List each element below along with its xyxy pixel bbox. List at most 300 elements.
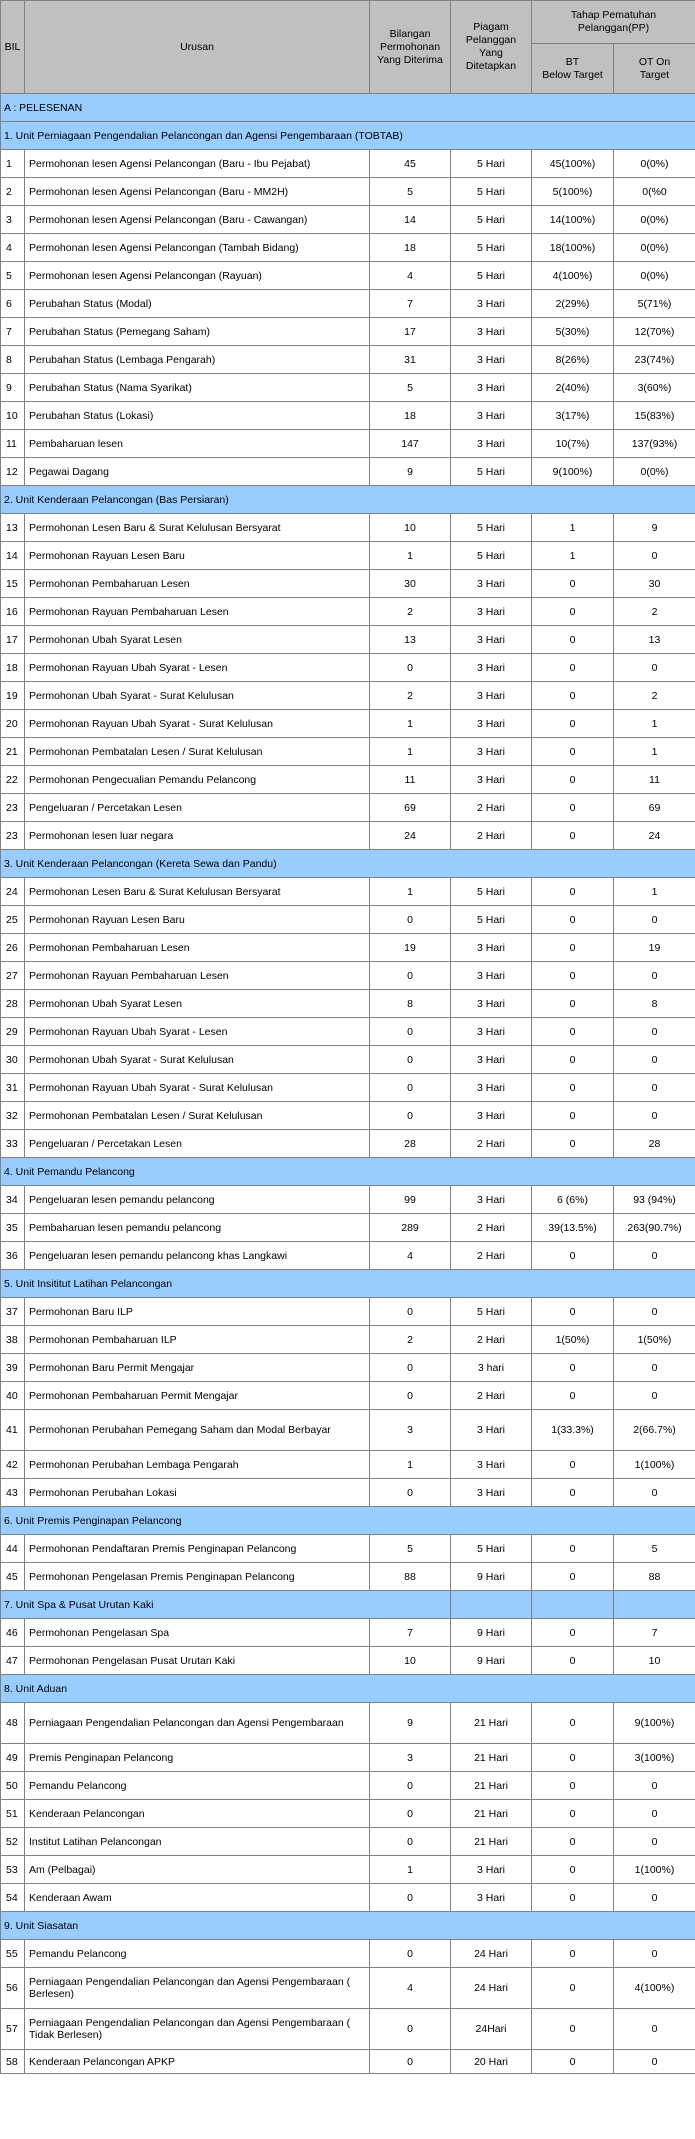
row-urusan: Permohonan Pembatalan Lesen / Surat Kelulusan (25, 1102, 370, 1130)
col-bil-header: BIL (1, 1, 25, 94)
table-row (1, 1744, 695, 1772)
row-piagam: 21 Hari (451, 1744, 532, 1772)
row-bt: 0 (532, 1800, 614, 1828)
section-empty-cell (614, 1591, 695, 1619)
row-bt: 0 (532, 1968, 614, 2009)
row-bt: 0 (532, 1479, 614, 1507)
table-row (1, 1354, 695, 1382)
row-bilangan: 0 (370, 1074, 451, 1102)
row-bt: 0 (532, 766, 614, 794)
row-ot: 0 (614, 962, 695, 990)
row-urusan: Pemandu Pelancong (25, 1940, 370, 1968)
table-row (1, 1410, 695, 1451)
row-urusan: Premis Penginapan Pelancong (25, 1744, 370, 1772)
table-row (1, 1800, 695, 1828)
row-piagam: 3 Hari (451, 1046, 532, 1074)
row-ot: 1 (614, 738, 695, 766)
row-ot: 24 (614, 822, 695, 850)
row-ot: 13 (614, 626, 695, 654)
table-row (1, 1647, 695, 1675)
row-piagam: 2 Hari (451, 1382, 532, 1410)
table-row (1, 290, 695, 318)
table-row (1, 1828, 695, 1856)
section-header-row (1, 850, 695, 878)
row-bt: 0 (532, 738, 614, 766)
row-number: 21 (1, 738, 25, 766)
bilangan-line-2: Permohonan (379, 40, 441, 53)
row-piagam: 21 Hari (451, 1828, 532, 1856)
tahap-line-1: Tahap Pematuhan (570, 9, 657, 21)
row-bilangan: 0 (370, 1800, 451, 1828)
row-ot: 0 (614, 1018, 695, 1046)
row-urusan: Pemandu Pelancong (25, 1772, 370, 1800)
row-ot: 0 (614, 1479, 695, 1507)
table-row (1, 1326, 695, 1354)
row-bt: 0 (532, 1242, 614, 1270)
row-number: 45 (1, 1563, 25, 1591)
row-number: 39 (1, 1354, 25, 1382)
section-header-row (1, 1675, 695, 1703)
row-ot: 0 (614, 1828, 695, 1856)
piagam-line-4: Ditetapkan (465, 60, 517, 72)
row-number: 5 (1, 262, 25, 290)
row-urusan: Perubahan Status (Lembaga Pengarah) (25, 346, 370, 374)
row-bt: 0 (532, 1619, 614, 1647)
row-ot: 9 (614, 514, 695, 542)
row-bilangan: 31 (370, 346, 451, 374)
row-piagam: 3 hari (451, 1354, 532, 1382)
row-bilangan: 5 (370, 374, 451, 402)
section-header-row (1, 1507, 695, 1535)
row-bt: 0 (532, 626, 614, 654)
row-bilangan: 0 (370, 654, 451, 682)
row-bilangan: 99 (370, 1186, 451, 1214)
row-urusan: Permohonan Pembaharuan Lesen (25, 934, 370, 962)
table-row (1, 1046, 695, 1074)
row-bt: 0 (532, 878, 614, 906)
row-bt: 0 (532, 1744, 614, 1772)
table-row (1, 934, 695, 962)
row-bilangan: 0 (370, 1884, 451, 1912)
row-number: 26 (1, 934, 25, 962)
table-row (1, 458, 695, 486)
row-bilangan: 9 (370, 1703, 451, 1744)
row-ot: 0 (614, 2050, 695, 2074)
row-piagam: 5 Hari (451, 178, 532, 206)
row-bt: 0 (532, 570, 614, 598)
row-urusan: Pengeluaran / Percetakan Lesen (25, 1130, 370, 1158)
row-bt: 1 (532, 542, 614, 570)
table-row (1, 1186, 695, 1214)
row-piagam: 2 Hari (451, 1214, 532, 1242)
row-ot: 0 (614, 1074, 695, 1102)
row-piagam: 3 Hari (451, 374, 532, 402)
row-number: 17 (1, 626, 25, 654)
row-bt: 1(33.3%) (532, 1410, 614, 1451)
table-row (1, 374, 695, 402)
row-number: 43 (1, 1479, 25, 1507)
row-urusan: Permohonan Rayuan Pembaharuan Lesen (25, 598, 370, 626)
row-piagam: 3 Hari (451, 1856, 532, 1884)
table-row (1, 1242, 695, 1270)
row-urusan: Permohonan Pengelasan Premis Penginapan Pelancong (25, 1563, 370, 1591)
row-ot: 1 (614, 710, 695, 738)
row-bt: 0 (532, 598, 614, 626)
row-ot: 0(%0 (614, 178, 695, 206)
row-ot: 93 (94%) (614, 1186, 695, 1214)
row-ot: 28 (614, 1130, 695, 1158)
row-piagam: 2 Hari (451, 794, 532, 822)
section-label: 3. Unit Kenderaan Pelancongan (Kereta Sewa dan Pandu) (1, 850, 695, 878)
row-urusan: Perubahan Status (Pemegang Saham) (25, 318, 370, 346)
row-ot: 0 (614, 542, 695, 570)
section-label: 4. Unit Pemandu Pelancong (1, 1158, 695, 1186)
row-piagam: 3 Hari (451, 766, 532, 794)
row-number: 49 (1, 1744, 25, 1772)
section-empty-cell (451, 1591, 532, 1619)
row-ot: 19 (614, 934, 695, 962)
table-row (1, 1479, 695, 1507)
table-row (1, 1563, 695, 1591)
row-bt: 0 (532, 710, 614, 738)
row-urusan: Permohonan Rayuan Ubah Syarat - Lesen (25, 654, 370, 682)
table-row (1, 738, 695, 766)
piagam-line-2: Pelanggan (465, 34, 517, 46)
row-piagam: 3 Hari (451, 990, 532, 1018)
row-bilangan: 4 (370, 1968, 451, 2009)
row-urusan: Perubahan Status (Lokasi) (25, 402, 370, 430)
row-bt: 0 (532, 1018, 614, 1046)
table-row (1, 1451, 695, 1479)
row-urusan: Permohonan Ubah Syarat Lesen (25, 990, 370, 1018)
row-number: 12 (1, 458, 25, 486)
row-urusan: Perniagaan Pengendalian Pelancongan dan Agensi Pengembaraan ( Berlesen) (25, 1968, 370, 2009)
row-ot: 0(0%) (614, 206, 695, 234)
row-bt: 4(100%) (532, 262, 614, 290)
row-number: 57 (1, 2009, 25, 2050)
row-urusan: Permohonan Lesen Baru & Surat Kelulusan Bersyarat (25, 514, 370, 542)
row-ot: 0 (614, 1354, 695, 1382)
row-ot: 12(70%) (614, 318, 695, 346)
section-header-row (1, 1591, 695, 1619)
row-bilangan: 0 (370, 2050, 451, 2074)
row-piagam: 20 Hari (451, 2050, 532, 2074)
row-urusan: Permohonan Pengelasan Pusat Urutan Kaki (25, 1647, 370, 1675)
table-row (1, 542, 695, 570)
row-ot: 0 (614, 1242, 695, 1270)
table-row (1, 2009, 695, 2050)
col-urusan-header: Urusan (25, 1, 370, 94)
row-piagam: 5 Hari (451, 1298, 532, 1326)
row-number: 2 (1, 178, 25, 206)
row-bilangan: 45 (370, 150, 451, 178)
row-piagam: 2 Hari (451, 1326, 532, 1354)
row-ot: 5 (614, 1535, 695, 1563)
row-urusan: Kenderaan Awam (25, 1884, 370, 1912)
table-row (1, 318, 695, 346)
row-bt: 3(17%) (532, 402, 614, 430)
section-label: 9. Unit Siasatan (1, 1912, 695, 1940)
table-row (1, 150, 695, 178)
row-bilangan: 0 (370, 1298, 451, 1326)
row-number: 58 (1, 2050, 25, 2074)
row-bilangan: 5 (370, 1535, 451, 1563)
table-row (1, 1018, 695, 1046)
row-bilangan: 17 (370, 318, 451, 346)
row-urusan: Kenderaan Pelancongan APKP (25, 2050, 370, 2074)
row-ot: 3(60%) (614, 374, 695, 402)
row-urusan: Permohonan Rayuan Ubah Syarat - Surat Kelulusan (25, 1074, 370, 1102)
row-piagam: 3 Hari (451, 598, 532, 626)
row-bt: 0 (532, 1074, 614, 1102)
row-bt: 0 (532, 2050, 614, 2074)
row-number: 20 (1, 710, 25, 738)
row-number: 3 (1, 206, 25, 234)
row-ot: 4(100%) (614, 1968, 695, 2009)
table-row (1, 206, 695, 234)
table-row (1, 906, 695, 934)
row-ot: 137(93%) (614, 430, 695, 458)
row-piagam: 24 Hari (451, 1968, 532, 2009)
row-ot: 0 (614, 1940, 695, 1968)
row-bilangan: 18 (370, 402, 451, 430)
row-number: 9 (1, 374, 25, 402)
row-ot: 1(50%) (614, 1326, 695, 1354)
row-number: 27 (1, 962, 25, 990)
row-bilangan: 1 (370, 878, 451, 906)
row-ot: 3(100%) (614, 1744, 695, 1772)
row-bilangan: 10 (370, 1647, 451, 1675)
row-piagam: 3 Hari (451, 1102, 532, 1130)
row-number: 11 (1, 430, 25, 458)
row-number: 23 (1, 822, 25, 850)
row-urusan: Permohonan Rayuan Ubah Syarat - Surat Kelulusan (25, 710, 370, 738)
row-urusan: Pengeluaran / Percetakan Lesen (25, 794, 370, 822)
row-bt: 5(30%) (532, 318, 614, 346)
table-row (1, 878, 695, 906)
row-piagam: 3 Hari (451, 1884, 532, 1912)
table-row (1, 1535, 695, 1563)
row-number: 55 (1, 1940, 25, 1968)
row-number: 10 (1, 402, 25, 430)
row-ot: 0(0%) (614, 150, 695, 178)
piagam-line-1: Piagam (473, 21, 509, 33)
row-bilangan: 2 (370, 682, 451, 710)
row-bt: 39(13.5%) (532, 1214, 614, 1242)
row-number: 37 (1, 1298, 25, 1326)
row-bilangan: 0 (370, 1046, 451, 1074)
table-row (1, 178, 695, 206)
table-row (1, 1214, 695, 1242)
row-bt: 0 (532, 822, 614, 850)
row-piagam: 3 Hari (451, 1410, 532, 1451)
row-bt: 10(7%) (532, 430, 614, 458)
row-bilangan: 0 (370, 1772, 451, 1800)
row-piagam: 2 Hari (451, 1130, 532, 1158)
row-piagam: 3 Hari (451, 402, 532, 430)
row-urusan: Permohonan Pendaftaran Premis Penginapan Pelancong (25, 1535, 370, 1563)
row-piagam: 3 Hari (451, 738, 532, 766)
table-row (1, 1772, 695, 1800)
row-piagam: 21 Hari (451, 1703, 532, 1744)
row-number: 7 (1, 318, 25, 346)
table-row (1, 654, 695, 682)
row-piagam: 3 Hari (451, 318, 532, 346)
col-bt-header (532, 44, 614, 94)
row-ot: 1(100%) (614, 1856, 695, 1884)
row-bilangan: 13 (370, 626, 451, 654)
row-bilangan: 9 (370, 458, 451, 486)
row-urusan: Permohonan Ubah Syarat - Surat Kelulusan (25, 682, 370, 710)
row-ot: 2(66.7%) (614, 1410, 695, 1451)
ot-line-1: OT On (638, 55, 671, 68)
bilangan-line-3: Yang Diterima (377, 53, 443, 66)
section-label: 6. Unit Premis Penginapan Pelancong (1, 1507, 695, 1535)
row-piagam: 5 Hari (451, 262, 532, 290)
row-number: 38 (1, 1326, 25, 1354)
row-ot: 11 (614, 766, 695, 794)
section-header-row (1, 122, 695, 150)
row-piagam: 24Hari (451, 2009, 532, 2050)
row-piagam: 2 Hari (451, 1242, 532, 1270)
row-number: 15 (1, 570, 25, 598)
section-label: 7. Unit Spa & Pusat Urutan Kaki (1, 1591, 451, 1619)
row-ot: 5(71%) (614, 290, 695, 318)
row-bt: 0 (532, 1884, 614, 1912)
row-ot: 1 (614, 878, 695, 906)
row-piagam: 2 Hari (451, 822, 532, 850)
row-bilangan: 0 (370, 2009, 451, 2050)
row-ot: 88 (614, 1563, 695, 1591)
row-ot: 0 (614, 1800, 695, 1828)
col-piagam-header (451, 1, 532, 94)
table-row (1, 682, 695, 710)
row-urusan: Permohonan lesen Agensi Pelancongan (Rayuan) (25, 262, 370, 290)
row-bt: 0 (532, 1382, 614, 1410)
row-piagam: 3 Hari (451, 934, 532, 962)
row-number: 40 (1, 1382, 25, 1410)
row-piagam: 21 Hari (451, 1800, 532, 1828)
row-bt: 45(100%) (532, 150, 614, 178)
table-row (1, 710, 695, 738)
row-bilangan: 0 (370, 962, 451, 990)
row-bt: 0 (532, 1451, 614, 1479)
table-row (1, 2050, 695, 2074)
row-bilangan: 18 (370, 234, 451, 262)
col-tahap-header (532, 1, 695, 44)
row-piagam: 3 Hari (451, 1018, 532, 1046)
row-piagam: 3 Hari (451, 1451, 532, 1479)
row-urusan: Perniagaan Pengendalian Pelancongan dan Agensi Pengembaraan ( Tidak Berlesen) (25, 2009, 370, 2050)
row-ot: 10 (614, 1647, 695, 1675)
table-row (1, 402, 695, 430)
table-row (1, 570, 695, 598)
row-urusan: Permohonan Baru ILP (25, 1298, 370, 1326)
table-row (1, 990, 695, 1018)
row-number: 8 (1, 346, 25, 374)
piagam-line-3: Yang (479, 47, 503, 59)
row-ot: 0(0%) (614, 458, 695, 486)
section-header-row (1, 1912, 695, 1940)
col-bilangan-header (370, 1, 451, 94)
row-bilangan: 0 (370, 1102, 451, 1130)
row-bt: 14(100%) (532, 206, 614, 234)
row-urusan: Kenderaan Pelancongan (25, 1800, 370, 1828)
col-ot-header (614, 44, 695, 94)
row-bt: 0 (532, 962, 614, 990)
row-ot: 9(100%) (614, 1703, 695, 1744)
row-bt: 0 (532, 1535, 614, 1563)
row-urusan: Perubahan Status (Modal) (25, 290, 370, 318)
row-piagam: 3 Hari (451, 710, 532, 738)
table-row (1, 766, 695, 794)
row-bt: 0 (532, 1772, 614, 1800)
row-piagam: 3 Hari (451, 570, 532, 598)
row-bilangan: 3 (370, 1410, 451, 1451)
row-bt: 0 (532, 1354, 614, 1382)
row-number: 46 (1, 1619, 25, 1647)
row-bt: 0 (532, 934, 614, 962)
table-row (1, 598, 695, 626)
row-piagam: 3 Hari (451, 654, 532, 682)
row-number: 56 (1, 1968, 25, 2009)
row-ot: 0 (614, 1884, 695, 1912)
section-empty-cell (532, 1591, 614, 1619)
row-number: 6 (1, 290, 25, 318)
table-row (1, 514, 695, 542)
row-bt: 0 (532, 682, 614, 710)
row-ot: 0 (614, 654, 695, 682)
section-label: 2. Unit Kenderaan Pelancongan (Bas Persiaran) (1, 486, 695, 514)
row-bilangan: 1 (370, 542, 451, 570)
row-number: 47 (1, 1647, 25, 1675)
table-row (1, 1940, 695, 1968)
row-piagam: 5 Hari (451, 206, 532, 234)
row-urusan: Institut Latihan Pelancongan (25, 1828, 370, 1856)
row-piagam: 9 Hari (451, 1647, 532, 1675)
row-ot: 263(90.7%) (614, 1214, 695, 1242)
row-piagam: 3 Hari (451, 1479, 532, 1507)
row-bilangan: 19 (370, 934, 451, 962)
row-bt: 0 (532, 1647, 614, 1675)
row-bilangan: 1 (370, 1856, 451, 1884)
row-urusan: Permohonan lesen Agensi Pelancongan (Baru - Ibu Pejabat) (25, 150, 370, 178)
row-bilangan: 28 (370, 1130, 451, 1158)
row-urusan: Pengeluaran lesen pemandu pelancong khas Langkawi (25, 1242, 370, 1270)
row-urusan: Pembaharuan lesen (25, 430, 370, 458)
table-row (1, 430, 695, 458)
row-urusan: Permohonan Baru Permit Mengajar (25, 1354, 370, 1382)
row-bt: 0 (532, 1828, 614, 1856)
row-piagam: 3 Hari (451, 682, 532, 710)
row-bt: 0 (532, 1856, 614, 1884)
row-number: 13 (1, 514, 25, 542)
row-urusan: Am (Pelbagai) (25, 1856, 370, 1884)
row-urusan: Permohonan Rayuan Ubah Syarat - Lesen (25, 1018, 370, 1046)
row-bt: 1(50%) (532, 1326, 614, 1354)
row-bilangan: 147 (370, 430, 451, 458)
row-bt: 0 (532, 1563, 614, 1591)
row-bt: 0 (532, 1940, 614, 1968)
row-urusan: Permohonan Rayuan Lesen Baru (25, 906, 370, 934)
row-piagam: 24 Hari (451, 1940, 532, 1968)
row-piagam: 5 Hari (451, 878, 532, 906)
row-bilangan: 4 (370, 1242, 451, 1270)
row-number: 50 (1, 1772, 25, 1800)
row-bilangan: 10 (370, 514, 451, 542)
row-bilangan: 24 (370, 822, 451, 850)
row-number: 19 (1, 682, 25, 710)
